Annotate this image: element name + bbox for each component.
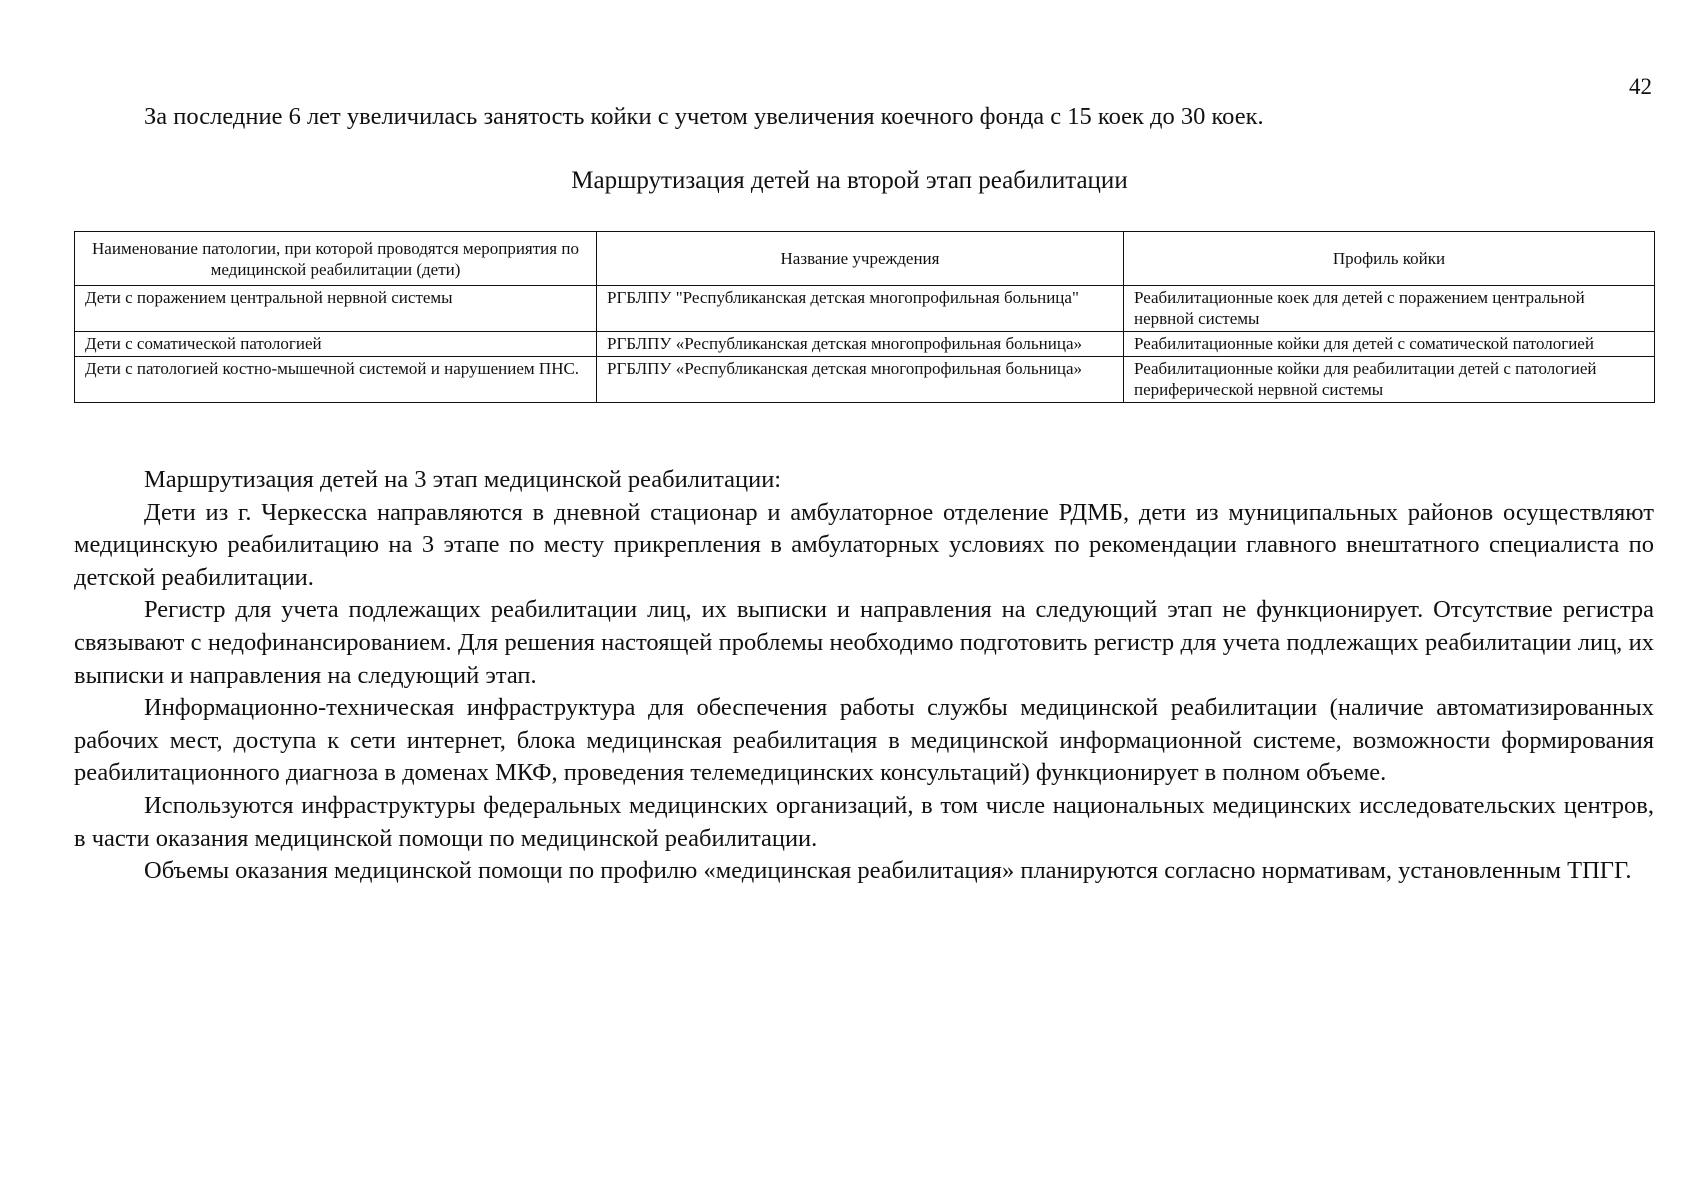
table-row (75, 286, 1655, 332)
cell-pathology: Дети с соматической патологией (75, 332, 597, 357)
body-text (74, 464, 1654, 888)
paragraph-register: Регистр для учета подлежащих реабилитации лиц, их выписки и направления на следующий этап не функционирует. Отсутствие регистра связывают с недофинансированием. Для решения настоящей проблемы необходимо подготовить регистр для учета подлежащих реабилитации лиц, их выписки и направления на следующий этап. (74, 596, 1654, 689)
cell-institution: РГБЛПУ "Республиканская детская многопрофильная больница" (597, 286, 1124, 332)
paragraph-it-infrastructure: Информационно-техническая инфраструктура для обеспечения работы службы медицинской реабилитации (наличие автоматизированных рабочих мест, доступа к сети интернет, блока медицинская реабилитация в медицинской информационной системе, возможности формирования реабилитационного диагноза в доменах МКФ, проведения телемедицинских консультаций) функционирует в полном объеме. (74, 694, 1654, 787)
header-institution: Название учреждения (597, 232, 1124, 286)
paragraph-cherkessk-routing: Дети из г. Черкесска направляются в дневной стационар и амбулаторное отделение РДМБ, дети из муниципальных районов осуществляют медицинскую реабилитацию на 3 этапе по месту прикрепления в амбулаторных условиях по рекомендации главного внештатного специалиста по детской реабилитации. (74, 498, 1654, 591)
table-row (75, 357, 1655, 403)
header-pathology: Наименование патологии, при которой проводятся мероприятия по медицинской реабилитации (дети) (75, 232, 597, 286)
table-title: Маршрутизация детей на второй этап реабилитации (571, 167, 1128, 194)
page-number: 42 (1629, 74, 1652, 99)
cell-bed-profile: Реабилитационные койки для реабилитации детей с патологией периферической нервной системы (1124, 357, 1655, 403)
header-bed-profile: Профиль койки (1124, 232, 1655, 286)
routing-table (74, 231, 1655, 403)
table-row (75, 332, 1655, 357)
cell-institution: РГБЛПУ «Республиканская детская многопрофильная больница» (597, 332, 1124, 357)
cell-bed-profile: Реабилитационные коек для детей с поражением центральной нервной системы (1124, 286, 1655, 332)
cell-institution: РГБЛПУ «Республиканская детская многопрофильная больница» (597, 357, 1124, 403)
cell-pathology: Дети с поражением центральной нервной системы (75, 286, 597, 332)
cell-bed-profile: Реабилитационные койки для детей с соматической патологией (1124, 332, 1655, 357)
paragraph-volumes: Объемы оказания медицинской помощи по профилю «медицинская реабилитация» планируются согласно нормативам, установленным ТПГГ. (144, 857, 1632, 885)
cell-pathology: Дети с патологией костно-мышечной системой и нарушением ПНС. (75, 357, 597, 403)
table-header-row (75, 232, 1655, 286)
paragraph-federal-infrastructure: Используются инфраструктуры федеральных медицинских организаций, в том числе национальных медицинских исследовательских центров, в части оказания медицинской помощи по медицинской реабилитации. (74, 791, 1654, 852)
paragraph-stage3-heading: Маршрутизация детей на 3 этап медицинской реабилитации: (144, 466, 782, 493)
intro-paragraph: За последние 6 лет увеличилась занятость койки с учетом увеличения коечного фонда с 15 коек до 30 коек. (144, 103, 1264, 130)
